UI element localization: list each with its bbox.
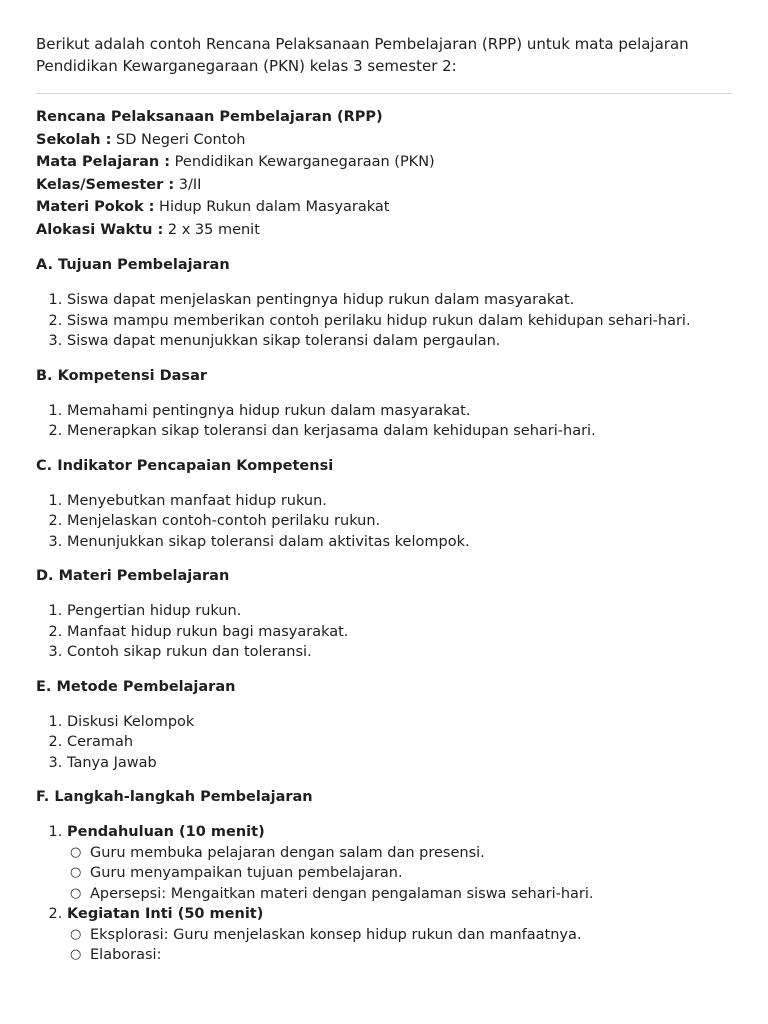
section-heading-tujuan: A. Tujuan Pembelajaran [36, 257, 230, 273]
meta-materi-pokok [36, 196, 732, 219]
sub-list-item [67, 863, 732, 884]
list-item: 3. Tanya Jawab [67, 753, 732, 774]
list-item: 3. Menunjukkan sikap toleransi dalam aktivitas kelompok. [67, 532, 732, 553]
sub-list-item [67, 925, 732, 946]
list-item: 1. Menyebutkan manfaat hidup rukun. [67, 491, 732, 512]
circle-bullet-icon: ○ [70, 926, 82, 942]
meta-label: Alokasi Waktu : [36, 221, 164, 238]
list-item [67, 904, 732, 966]
sub-list-item [67, 945, 732, 966]
list-item: 2. Manfaat hidup rukun bagi masyarakat. [67, 622, 732, 643]
meta-value: 2 x 35 menit [163, 221, 260, 238]
section-heading-materi: D. Materi Pembelajaran [36, 568, 230, 584]
list-item: 1. Memahami pentingnya hidup rukun dalam masyarakat. [67, 401, 732, 422]
kompetensi-list [36, 401, 732, 442]
meta-alokasi-waktu [36, 219, 732, 242]
list-item: 2. Ceramah [67, 732, 732, 753]
sub-item-text: Guru membuka pelajaran dengan salam dan presensi. [90, 844, 485, 861]
list-item: 3. Contoh sikap rukun dan toleransi. [67, 642, 732, 663]
list-item: 1. Diskusi Kelompok [67, 712, 732, 733]
meta-mata-pelajaran [36, 151, 732, 174]
step-title: Pendahuluan (10 menit) [67, 824, 265, 840]
indikator-list [36, 491, 732, 553]
divider [36, 93, 732, 94]
circle-bullet-icon: ○ [70, 844, 82, 860]
sub-list [67, 925, 732, 966]
langkah-list [36, 822, 732, 966]
circle-bullet-icon: ○ [70, 947, 82, 962]
list-item: 1. Pengertian hidup rukun. [67, 601, 732, 622]
list-item: 2. Siswa mampu memberikan contoh perilaku hidup rukun dalam kehidupan sehari-hari. [67, 311, 732, 332]
meta-sekolah [36, 129, 732, 152]
sub-item-text: Apersepsi: Mengaitkan materi dengan pengalaman siswa sehari-hari. [90, 885, 594, 902]
sub-item-text: Eksplorasi: Guru menjelaskan konsep hidup rukun dan manfaatnya. [90, 926, 582, 943]
meta-label: Mata Pelajaran : [36, 154, 171, 170]
materi-list [36, 601, 732, 663]
section-heading-langkah: F. Langkah-langkah Pembelajaran [36, 789, 313, 805]
metode-list [36, 712, 732, 774]
section-heading-indikator: C. Indikator Pencapaian Kompetensi [36, 457, 334, 474]
sub-list [67, 843, 732, 905]
intro-paragraph: Berikut adalah contoh Rencana Pelaksanaan Pembelajaran (RPP) untuk mata pelajaran Pendidikan Kewarganegaraan (PKN) kelas 3 semester 2: [36, 35, 689, 75]
sub-item-text: Elaborasi: [90, 947, 162, 963]
rpp-meta [36, 129, 732, 242]
list-item: 2. Menerapkan sikap toleransi dan kerjasama dalam kehidupan sehari-hari. [67, 421, 732, 442]
section-heading-metode: E. Metode Pembelajaran [36, 678, 236, 695]
tujuan-list [36, 290, 732, 352]
sub-list-item [67, 843, 732, 864]
meta-label: Sekolah : [36, 131, 112, 148]
meta-kelas-semester [36, 174, 732, 197]
step-title: Kegiatan Inti (50 menit) [67, 906, 264, 922]
meta-value: Hidup Rukun dalam Masyarakat [154, 199, 390, 215]
meta-label: Kelas/Semester : [36, 176, 175, 193]
list-item: 2. Menjelaskan contoh-contoh perilaku rukun. [67, 511, 732, 532]
meta-value: Pendidikan Kewarganegaraan (PKN) [170, 154, 435, 170]
meta-label: Materi Pokok : [36, 199, 155, 215]
meta-value: 3/II [174, 176, 202, 193]
list-item: 1. Siswa dapat menjelaskan pentingnya hidup rukun dalam masyarakat. [67, 290, 732, 311]
circle-bullet-icon: ○ [70, 865, 82, 880]
list-item [67, 822, 732, 904]
rpp-title: Rencana Pelaksanaan Pembelajaran (RPP) [36, 109, 383, 125]
meta-value: SD Negeri Contoh [111, 131, 246, 148]
sub-list-item [67, 884, 732, 905]
sub-item-text: Guru menyampaikan tujuan pembelajaran. [90, 865, 403, 881]
section-heading-kompetensi: B. Kompetensi Dasar [36, 367, 207, 384]
circle-bullet-icon: ○ [70, 885, 82, 901]
list-item: 3. Siswa dapat menunjukkan sikap toleransi dalam pergaulan. [67, 331, 732, 352]
